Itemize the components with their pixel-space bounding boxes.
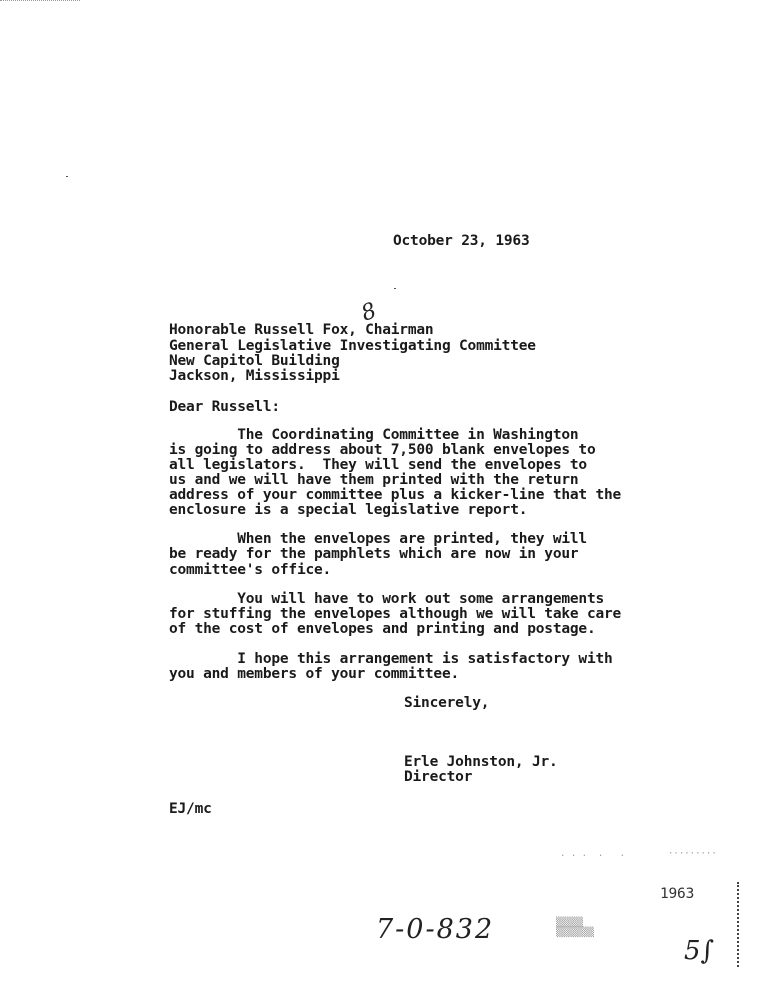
signer-name: Erle Johnston, Jr. [404, 754, 558, 770]
handwritten-scribble: 5∫ [684, 936, 715, 966]
handwritten-file-number: 7-0-832 [376, 914, 495, 945]
faded-stamp-block: ▒▒▒▒▒ ▒▒▒▒▒▒▒ [556, 918, 594, 938]
body-line: I hope this arrangement is satisfactory with [169, 651, 613, 667]
body-line: be ready for the pamphlets which are now in your [169, 546, 579, 562]
address-line: Jackson, Mississippi [169, 368, 340, 384]
closing: Sincerely, [404, 695, 490, 711]
scan-speck [394, 288, 396, 289]
body-line: You will have to work out some arrangements [169, 591, 605, 607]
signer-title: Director [404, 769, 473, 785]
stamp-year: 1963 [660, 886, 695, 902]
typist-initials: EJ/mc [169, 801, 212, 817]
body-line: of the cost of envelopes and printing and postage. [169, 621, 596, 637]
scan-speck [66, 176, 68, 177]
salutation: Dear Russell: [169, 399, 280, 415]
body-line: address of your committee plus a kicker-line that the [169, 487, 622, 503]
letter-date: October 23, 1963 [393, 233, 530, 249]
body-line: for stuffing the envelopes although we will take care [169, 606, 622, 622]
body-line: When the envelopes are printed, they will [169, 531, 587, 547]
faint-stamp-text: ········· [668, 849, 717, 859]
body-line: committee's office. [169, 562, 332, 578]
body-line: all legislators. They will send the envelopes to [169, 457, 587, 473]
body-line: you and members of your committee. [169, 666, 460, 682]
handwritten-initial-mark: 8 [358, 298, 380, 327]
body-line: is going to address about 7,500 blank envelopes to [169, 442, 596, 458]
body-line: The Coordinating Committee in Washington [169, 427, 579, 443]
scan-edge-dots [0, 0, 80, 3]
body-line: us and we will have them printed with the return [169, 472, 579, 488]
address-line: Honorable Russell Fox, Chairman [169, 322, 434, 338]
faint-stamp-text: . . . . . [560, 849, 626, 859]
body-line: enclosure is a special legislative report. [169, 502, 528, 518]
address-line: New Capitol Building [169, 353, 340, 369]
address-line: General Legislative Investigating Committee [169, 338, 536, 354]
scan-edge-marks [737, 882, 742, 967]
